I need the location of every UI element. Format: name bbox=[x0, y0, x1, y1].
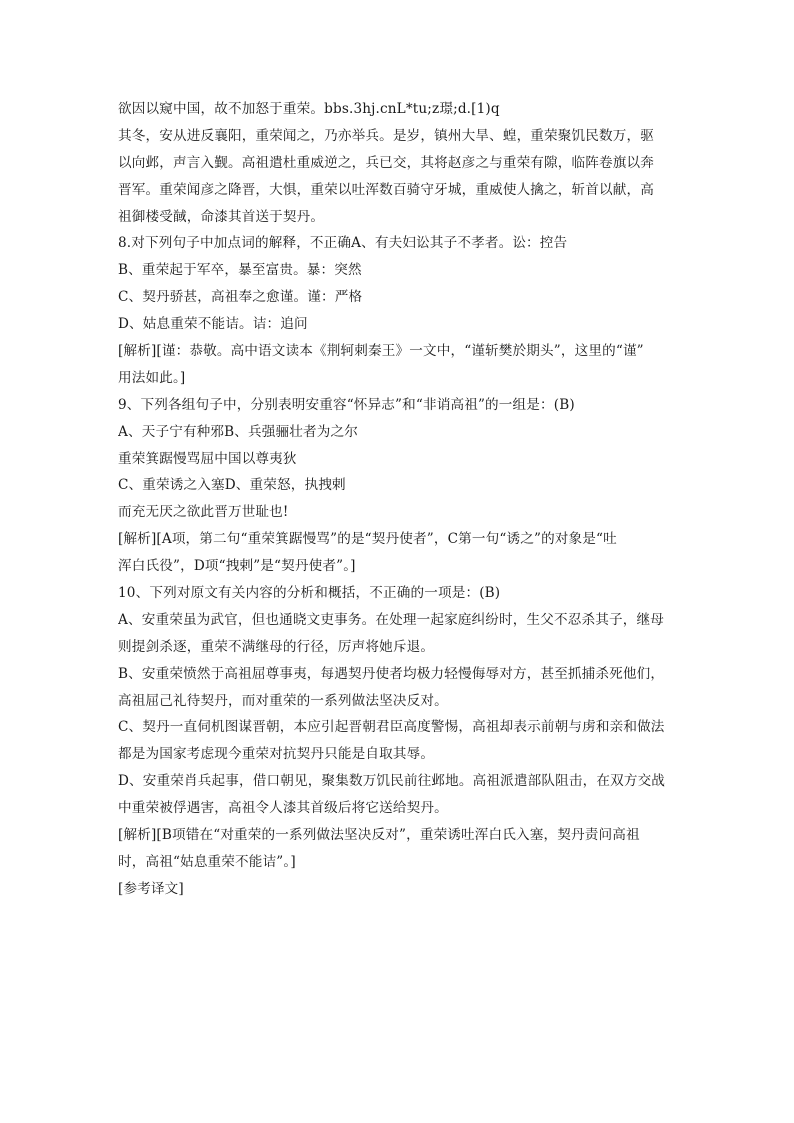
question-10-option-b: B、安重荣愤然于高祖屈尊事夷，每遇契丹使者均极力轻慢侮辱对方，甚至抓捕杀死他们， bbox=[118, 665, 665, 682]
text-line: 其冬，安从进反襄阳，重荣闻之，乃亦举兵。是岁，镇州大旱、蝗，重荣聚饥民数万，驱 bbox=[118, 127, 655, 144]
question-9-options-ab: A、天子宁有种邪B、兵强骊壮者为之尔 bbox=[118, 423, 359, 440]
question-10-option-c: 都是为国家考虑现今重荣对抗契丹只能是自取其辱。 bbox=[118, 746, 435, 763]
text-line: 以向邺，声言入觐。高祖遣杜重威逆之，兵已交，其将赵彦之与重荣有隙，临阵卷旗以奔 bbox=[118, 154, 655, 171]
question-10-option-c: C、契丹一直伺机图谋晋朝，本应引起晋朝君臣高度警惕，高祖却表示前朝与虏和亲和做法 bbox=[118, 719, 665, 736]
question-10-option-d: D、安重荣肖兵起事，借口朝见，聚集数万饥民前往邺地。高祖派遣部队阻击，在双方交战 bbox=[118, 773, 666, 790]
question-10-option-a: A、安重荣虽为武官，但也通晓文吏事务。在处理一起家庭纠纷时，生父不忍杀其子，继母 bbox=[118, 611, 664, 628]
question-10-option-b: 高祖屈己礼待契丹，而对重荣的一系列做法坚决反对。 bbox=[118, 692, 448, 709]
question-8-analysis: 用法如此。] bbox=[118, 369, 186, 386]
question-9-options-ab: 重荣箕踞慢骂屈中国以尊夷狄 bbox=[118, 450, 297, 467]
question-8-option-b: B、重荣起于军卒，暴至富贵。暴：突然 bbox=[118, 262, 362, 279]
question-8-option-c: C、契丹骄甚，高祖奉之愈谨。谨：严格 bbox=[118, 289, 363, 306]
question-10: 10、下列对原文有关内容的分析和概括，不正确的一项是：(B) bbox=[118, 585, 501, 602]
question-10-option-a: 则提剑杀逐，重荣不满继母的行径，厉声将她斥退。 bbox=[118, 638, 435, 655]
question-9-analysis: 浑白氏役”，D项“拽剌”是“契丹使者”。] bbox=[118, 558, 356, 575]
question-10-option-d: 中重荣被俘遇害，高祖令人漆其首级后将它送给契丹。 bbox=[118, 800, 448, 817]
question-10-analysis: 时，高祖“姑息重荣不能诘”。] bbox=[118, 853, 296, 870]
text-line: 祖御楼受馘，命漆其首送于契丹。 bbox=[118, 208, 325, 225]
question-9-options-cd: C、重荣诱之入塞D、重荣怒，执拽剌 bbox=[118, 477, 346, 494]
question-8-option-d: D、姑息重荣不能诘。诘：追问 bbox=[118, 316, 308, 333]
question-9-analysis: [解析][A项，第二句“重荣箕踞慢骂”的是“契丹使者”，C第一句“诱之”的对象是“吐 bbox=[118, 531, 617, 548]
question-8: 8.对下列句子中加点词的解释，不正确A、有夫妇讼其子不孝者。讼：控告 bbox=[118, 235, 568, 252]
document-body bbox=[118, 96, 678, 903]
reference-translation-heading: [参考译文] bbox=[118, 880, 184, 897]
question-10-analysis: [解析][B项错在“对重荣的一系列做法坚决反对”，重荣诱吐浑白氏入塞，契丹责问高祖 bbox=[118, 827, 640, 844]
question-8-analysis: [解析][谨：恭敬。高中语文读本《荆轲刺秦王》一文中，“谨斩樊於期头”，这里的“谨” bbox=[118, 343, 644, 360]
text-line: 欲因以窥中国，故不加怒于重荣。bbs.3hj.cnL*tu;z璟;d.[1)q bbox=[118, 101, 500, 117]
question-9: 9、下列各组句子中，分别表明安重容“怀异志”和“非诮高祖”的一组是：(B) bbox=[118, 396, 575, 413]
question-9-options-cd: 而充无厌之欲此晋万世耻也! bbox=[118, 504, 289, 521]
text-line: 晋军。重荣闻彦之降晋，大惧，重荣以吐浑数百骑守牙城，重威使人擒之，斩首以献，高 bbox=[118, 181, 655, 198]
